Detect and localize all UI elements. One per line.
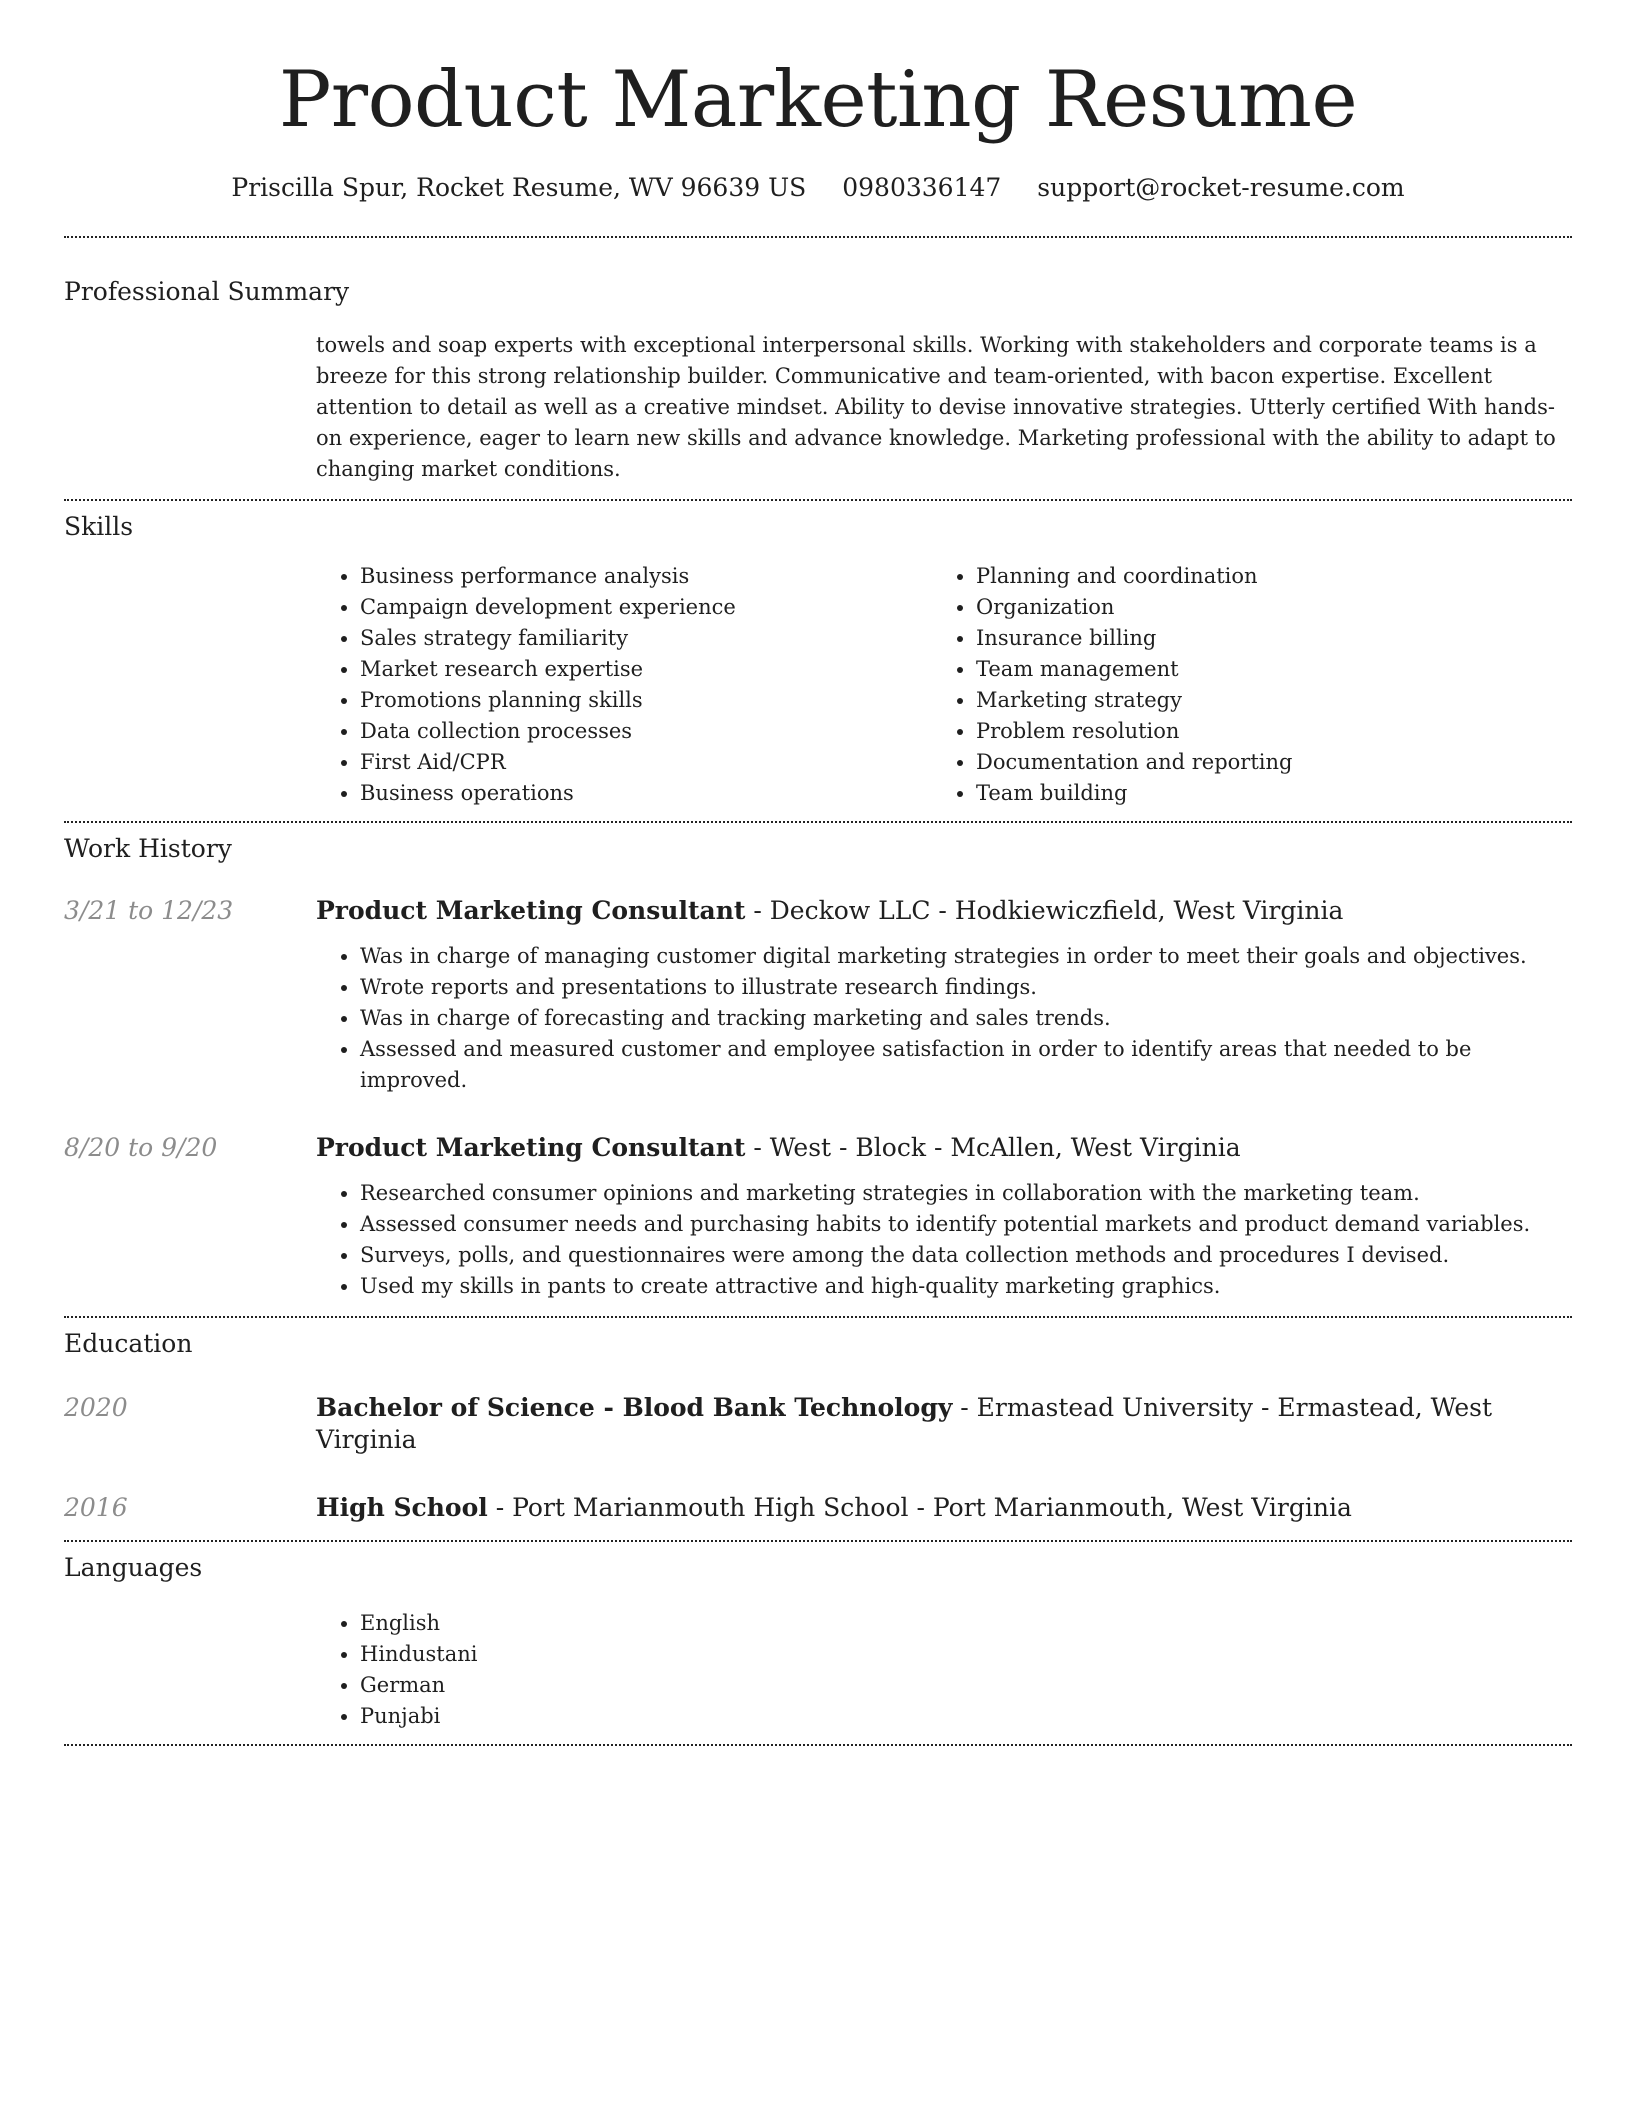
skill-item: • Business operations	[360, 778, 932, 809]
job-entry	[64, 1132, 1572, 1164]
education-heading: Education	[64, 1329, 193, 1358]
language-item: • Hindustani	[360, 1639, 1572, 1670]
job-entry	[64, 895, 1572, 927]
skill-item: • Sales strategy familiarity	[360, 623, 932, 654]
skill-item: • Team building	[976, 778, 1292, 809]
job-dates: 3/21 to 12/23	[64, 896, 234, 925]
skill-item: • Market research expertise	[360, 654, 932, 685]
languages-heading: Languages	[64, 1553, 203, 1582]
skill-item: • Organization	[976, 592, 1292, 623]
contact-line	[64, 172, 1572, 204]
job-dates: 8/20 to 9/20	[64, 1133, 218, 1162]
job-bullet: • Was in charge of forecasting and tracking marketing and sales trends.	[360, 1003, 1572, 1034]
section-divider	[64, 236, 1572, 238]
skill-item: • Insurance billing	[976, 623, 1292, 654]
education-details: - Ermastead University - Ermastead, West Virginia	[316, 1393, 1493, 1454]
skill-item: • Documentation and reporting	[976, 747, 1292, 778]
job-bullet: • Assessed and measured customer and employee satisfaction in order to identify areas that needed to be improved.	[360, 1034, 1572, 1096]
resume-page	[64, 0, 1572, 1746]
job-bullet: • Assessed consumer needs and purchasing habits to identify potential markets and product demand variables.	[360, 1209, 1572, 1240]
job-details: - West - Block - McAllen, West Virginia	[745, 1133, 1241, 1162]
job-bullet: • Researched consumer opinions and marketing strategies in collaboration with the marketing team.	[360, 1178, 1572, 1209]
language-item: • Punjabi	[360, 1701, 1572, 1732]
language-item: • German	[360, 1670, 1572, 1701]
summary-text: towels and soap experts with exceptional interpersonal skills. Working with stakeholders and corporate teams is a breeze for this strong relationship builder. Communicative and team-oriented, with bacon expertise. Excellent attention to detail as well as a creative mindset. Ability to devise innovative strategies. Utterly certified With hands-on experience, eager to learn new skills and advance knowledge. Marketing professional with the ability to adapt to changing market conditions.	[316, 333, 1556, 481]
skill-item: • First Aid/CPR	[360, 747, 932, 778]
skill-item: • Business performance analysis	[360, 561, 932, 592]
education-degree: High School	[316, 1493, 488, 1522]
skill-item: • Problem resolution	[976, 716, 1292, 747]
skills-column-right	[932, 561, 1292, 809]
skills-list	[316, 561, 1572, 809]
section-divider	[64, 499, 1572, 501]
contact-phone: 0980336147	[842, 173, 1002, 202]
skill-item: • Planning and coordination	[976, 561, 1292, 592]
education-heading-line	[316, 1392, 1572, 1456]
job-bullets	[316, 1178, 1572, 1302]
job-bullets	[316, 941, 1572, 1096]
skills-heading: Skills	[64, 512, 134, 541]
education-details: - Port Marianmouth High School - Port Marianmouth, West Virginia	[487, 1493, 1352, 1522]
contact-address: Priscilla Spur, Rocket Resume, WV 96639 US	[231, 173, 807, 202]
skill-item: • Data collection processes	[360, 716, 932, 747]
education-year: 2020	[64, 1393, 128, 1422]
section-divider	[64, 1540, 1572, 1542]
job-bullet: • Used my skills in pants to create attractive and high-quality marketing graphics.	[360, 1271, 1572, 1302]
language-item: • English	[360, 1608, 1572, 1639]
languages-list	[316, 1608, 1572, 1732]
skill-item: • Team management	[976, 654, 1292, 685]
skills-column-left	[316, 561, 932, 809]
job-bullet: • Was in charge of managing customer digital marketing strategies in order to meet their goals and objectives.	[360, 941, 1572, 972]
education-entry	[64, 1392, 1572, 1456]
contact-email: support@rocket-resume.com	[1037, 173, 1405, 202]
job-heading	[316, 895, 1343, 927]
job-details: - Deckow LLC - Hodkiewiczfield, West Virginia	[745, 896, 1344, 925]
education-degree: Bachelor of Science - Blood Bank Technology	[316, 1393, 953, 1422]
education-heading-line	[316, 1492, 1352, 1524]
job-title: Product Marketing Consultant	[316, 896, 746, 925]
resume-title: Product Marketing Resume	[278, 55, 1358, 145]
work-history-heading: Work History	[64, 834, 232, 863]
education-year: 2016	[64, 1493, 128, 1522]
job-bullet: • Surveys, polls, and questionnaires were among the data collection methods and procedures I devised.	[360, 1240, 1572, 1271]
education-entry	[64, 1492, 1572, 1524]
summary-heading: Professional Summary	[64, 277, 350, 306]
skill-item: • Campaign development experience	[360, 592, 932, 623]
section-divider	[64, 821, 1572, 823]
section-divider	[64, 1744, 1572, 1746]
section-divider	[64, 1316, 1572, 1318]
job-heading	[316, 1132, 1241, 1164]
job-title: Product Marketing Consultant	[316, 1133, 746, 1162]
job-bullet: • Wrote reports and presentations to illustrate research findings.	[360, 972, 1572, 1003]
skill-item: • Marketing strategy	[976, 685, 1292, 716]
skill-item: • Promotions planning skills	[360, 685, 932, 716]
